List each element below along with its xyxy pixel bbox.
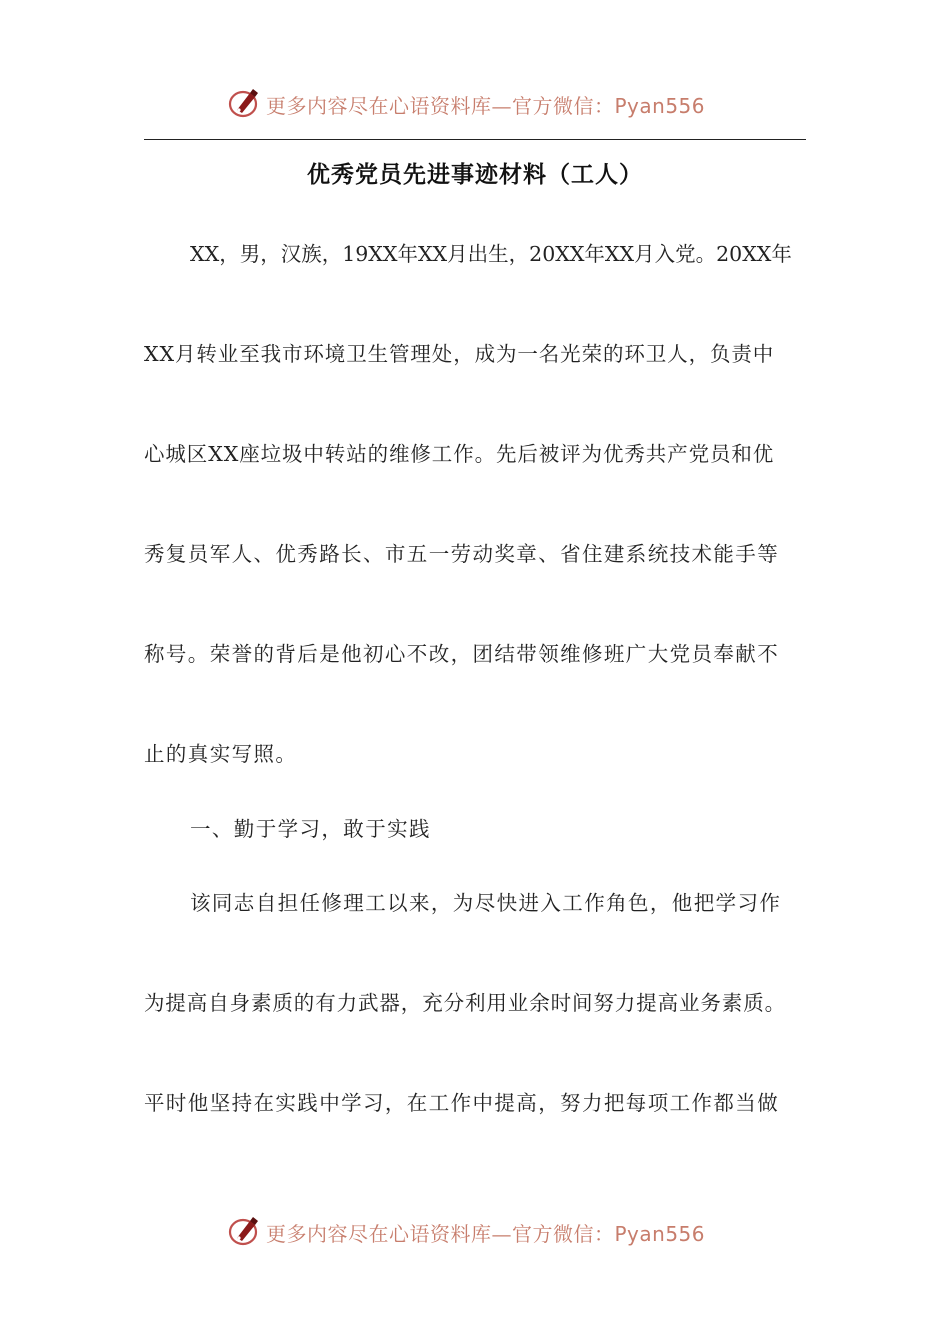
body-line: 平时他坚持在实践中学习，在工作中提高，努力把每项工作都当做	[144, 1091, 780, 1115]
pen-nib-logo-icon	[228, 1214, 262, 1248]
watermark-text	[266, 1218, 705, 1247]
body-line: 止的真实写照。	[144, 742, 298, 766]
section-heading: 一、勤于学习，敢于实践	[190, 817, 431, 841]
document-title: 优秀党员先进事迹材料（工人）	[307, 161, 643, 188]
body-line: 称号。荣誉的背后是他初心不改，团结带领维修班广大党员奉献不	[144, 642, 780, 666]
body-line: 该同志自担任修理工以来，为尽快进入工作角色，他把学习作	[190, 891, 782, 915]
watermark-text-en: Pyan556	[614, 1222, 706, 1246]
body-line: 为提高自身素质的有力武器，充分利用业余时间努力提高业务素质。	[144, 991, 786, 1015]
body-line: 心城区XX座垃圾中转站的维修工作。先后被评为优秀共产党员和优	[144, 442, 775, 466]
header-rule	[144, 139, 806, 140]
watermark-header-top	[0, 84, 950, 124]
body-line: 秀复员军人、优秀路长、市五一劳动奖章、省住建系统技术能手等	[144, 542, 780, 566]
watermark-text-cn: 更多内容尽在心语资料库—官方微信：	[266, 1222, 615, 1246]
watermark-text-en: Pyan556	[614, 94, 706, 118]
body-line: XX月转业至我市环境卫生管理处，成为一名光荣的环卫人，负责中	[144, 342, 775, 366]
watermark-text-cn: 更多内容尽在心语资料库—官方微信：	[266, 94, 615, 118]
watermark-text	[266, 90, 705, 119]
body-line: XX，男，汉族，19XX年XX月出生，20XX年XX月入党。20XX年	[190, 242, 792, 266]
watermark-footer	[0, 1212, 950, 1252]
pen-nib-logo-icon	[228, 86, 262, 120]
